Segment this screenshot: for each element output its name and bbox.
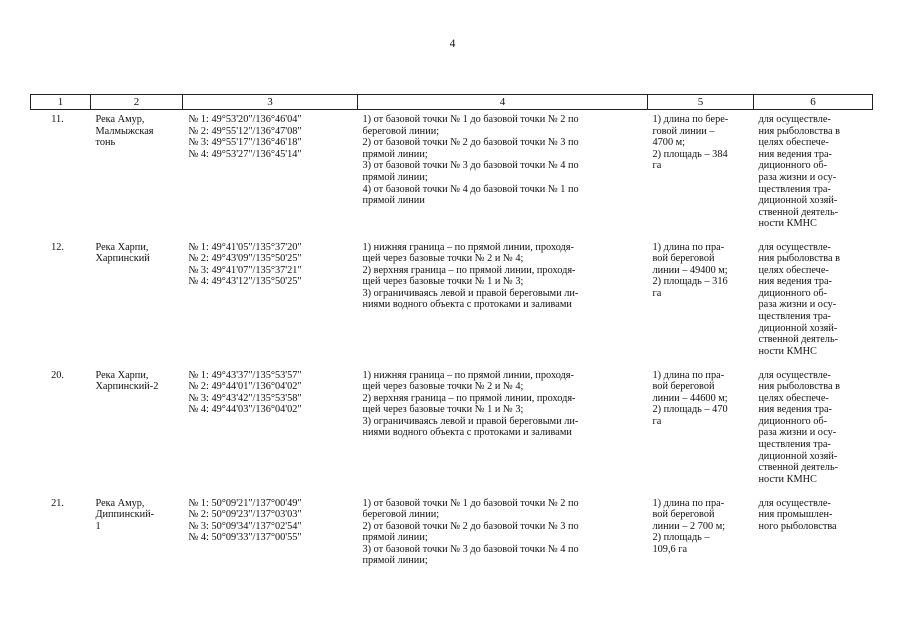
boundary-description-line: 1) от базовой точки № 1 до базовой точки № 2 по xyxy=(362,497,579,509)
table-row xyxy=(31,366,873,494)
base-point-coordinates-cell xyxy=(183,494,358,584)
table-row xyxy=(31,238,873,366)
boundary-description-line: 1) от базовой точки № 1 до базовой точки № 2 по xyxy=(362,114,579,125)
boundary-description-line: 2) от базовой точки № 2 до базовой точки № 3 по xyxy=(362,137,579,149)
usage-purpose-line: раза жизни и осу- xyxy=(758,171,837,183)
usage-purpose-line: ния ведения тра- xyxy=(758,148,832,160)
usage-purpose-line: диционного об- xyxy=(758,415,828,427)
water-body-name-line: Харпинский xyxy=(95,253,150,265)
base-point-coordinates-line: № 4: 50°09'33"/137°00'55" xyxy=(188,532,302,544)
area-size-line: линии – 49400 м; xyxy=(652,264,728,276)
base-point-coordinates-line: № 1: 50°09'21"/137°00'49" xyxy=(188,497,302,509)
area-size-cell xyxy=(648,238,754,366)
base-point-coordinates-cell xyxy=(183,238,358,366)
usage-purpose-line: диционной хозяй- xyxy=(758,195,838,207)
base-point-coordinates-line: № 1: 49°53'20"/136°46'04" xyxy=(188,114,302,125)
usage-purpose-line: диционного об- xyxy=(758,287,828,299)
base-point-coordinates-line: № 3: 49°41'07"/135°37'21" xyxy=(188,264,302,276)
usage-purpose-line: ности КМНС xyxy=(758,473,817,485)
area-size-line: 2) площадь – 384 xyxy=(652,148,728,160)
usage-purpose-line: ния ведения тра- xyxy=(758,276,832,288)
base-point-coordinates-line: № 3: 49°55'17"/136°46'18" xyxy=(188,137,302,149)
boundary-description-line: 2) верхняя граница – по прямой линии, проходя- xyxy=(362,392,576,404)
area-size-cell xyxy=(648,110,754,238)
base-point-coordinates-cell xyxy=(183,110,358,238)
area-size-line: вой береговой xyxy=(652,381,715,393)
row-number-cell: 21. xyxy=(51,497,64,509)
water-body-name-line: Малмыжская xyxy=(95,125,154,137)
base-point-coordinates-cell xyxy=(183,366,358,494)
area-size-line: га xyxy=(652,415,662,427)
usage-purpose-line: ности КМНС xyxy=(758,218,817,230)
usage-purpose-line: ществления тра- xyxy=(758,311,831,323)
water-body-name-line: тонь xyxy=(95,137,116,149)
usage-purpose-line: для осуществле- xyxy=(758,114,831,125)
water-body-name-cell xyxy=(91,238,183,366)
base-point-coordinates-line: № 4: 49°53'27"/136°45'14" xyxy=(188,148,302,160)
area-size-line: га xyxy=(652,160,662,172)
boundary-description-line: щей через базовые точки № 2 и № 4; xyxy=(362,381,524,393)
usage-purpose-cell xyxy=(754,238,873,366)
boundary-description-line: 2) от базовой точки № 2 до базовой точки № 3 по xyxy=(362,520,579,532)
column-header-4: 4 xyxy=(358,95,648,110)
area-size-line: 2) площадь – xyxy=(652,532,710,544)
usage-purpose-cell xyxy=(754,494,873,584)
base-point-coordinates-line: № 2: 50°09'23"/137°03'03" xyxy=(188,509,302,521)
boundary-description-line: 3) ограничиваясь левой и правой береговыми ли- xyxy=(362,287,579,299)
usage-purpose-line: для осуществле- xyxy=(758,241,831,253)
table-body xyxy=(31,110,873,584)
usage-purpose-line: ного рыболовства xyxy=(758,520,837,532)
boundary-description-line: щей через базовые точки № 1 и № 3; xyxy=(362,404,524,416)
boundary-description-line: прямой линии; xyxy=(362,555,428,567)
column-header-5: 5 xyxy=(648,95,754,110)
area-size-line: 2) площадь – 470 xyxy=(652,404,728,416)
boundary-description-line: ниями водного объекта с протоками и заливами xyxy=(362,427,572,439)
base-point-coordinates-line: № 3: 50°09'34"/137°02'54" xyxy=(188,520,302,532)
usage-purpose-line: для осуществле- xyxy=(758,369,831,381)
area-size-cell xyxy=(648,366,754,494)
boundary-description-line: прямой линии xyxy=(362,195,425,207)
boundary-description-line: 4) от базовой точки № 4 до базовой точки № 1 по xyxy=(362,183,579,195)
usage-purpose-line: диционной хозяй- xyxy=(758,450,838,462)
area-size-line: вой береговой xyxy=(652,253,715,265)
header-row xyxy=(31,95,873,110)
boundary-description-line: ниями водного объекта с протоками и заливами xyxy=(362,299,572,311)
usage-purpose-line: ния промышлен- xyxy=(758,509,833,521)
column-header-2: 2 xyxy=(91,95,183,110)
area-size-line: 1) длина по бере- xyxy=(652,114,729,125)
area-size-line: га xyxy=(652,287,662,299)
usage-purpose-line: диционного об- xyxy=(758,160,828,172)
water-body-name-line: Диппинский- xyxy=(95,509,155,521)
area-size-line: 1) длина по пра- xyxy=(652,369,725,381)
water-body-name-cell xyxy=(91,494,183,584)
row-number-cell: 12. xyxy=(51,241,64,253)
base-point-coordinates-line: № 2: 49°55'12"/136°47'08" xyxy=(188,125,302,137)
usage-purpose-line: ществления тра- xyxy=(758,439,831,451)
area-size-line: 4700 м; xyxy=(652,137,686,149)
boundary-description-line: прямой линии; xyxy=(362,171,428,183)
boundary-description-cell xyxy=(358,110,648,238)
area-size-line: линии – 2 700 м; xyxy=(652,520,726,532)
water-body-name-line: 1 xyxy=(95,520,101,532)
boundary-description-line: 2) верхняя граница – по прямой линии, проходя- xyxy=(362,264,576,276)
table-row xyxy=(31,494,873,584)
area-size-line: линии – 44600 м; xyxy=(652,392,728,404)
boundary-description-line: береговой линии; xyxy=(362,125,440,137)
boundary-description-line: 1) нижняя граница – по прямой линии, проходя- xyxy=(362,241,574,253)
usage-purpose-line: целях обеспече- xyxy=(758,264,829,276)
usage-purpose-line: раза жизни и осу- xyxy=(758,299,837,311)
column-header-1: 1 xyxy=(31,95,91,110)
area-size-line: 109,6 га xyxy=(652,543,688,555)
base-point-coordinates-line: № 1: 49°41'05"/135°37'20" xyxy=(188,241,302,253)
water-body-name-line: Река Харпи, xyxy=(95,369,149,381)
boundary-description-line: щей через базовые точки № 1 и № 3; xyxy=(362,276,524,288)
base-point-coordinates-line: № 1: 49°43'37"/135°53'57" xyxy=(188,369,302,381)
water-body-name-line: Река Амур, xyxy=(95,497,145,509)
boundary-description-line: щей через базовые точки № 2 и № 4; xyxy=(362,253,524,265)
boundary-description-line: 1) нижняя граница – по прямой линии, проходя- xyxy=(362,369,574,381)
boundary-description-cell xyxy=(358,494,648,584)
area-size-line: 2) площадь – 316 xyxy=(652,276,728,288)
usage-purpose-line: ственной деятель- xyxy=(758,462,839,474)
usage-purpose-line: диционной хозяй- xyxy=(758,322,838,334)
usage-purpose-line: ния рыболовства в xyxy=(758,381,841,393)
base-point-coordinates-line: № 4: 49°43'12"/135°50'25" xyxy=(188,276,302,288)
base-point-coordinates-line: № 2: 49°43'09"/135°50'25" xyxy=(188,253,302,265)
column-header-6: 6 xyxy=(754,95,873,110)
page-number: 4 xyxy=(449,38,456,50)
usage-purpose-line: ственной деятель- xyxy=(758,206,839,218)
usage-purpose-line: ния рыболовства в xyxy=(758,253,841,265)
fishing-areas-table xyxy=(30,94,873,584)
water-body-name-cell xyxy=(91,366,183,494)
boundary-description-cell xyxy=(358,238,648,366)
usage-purpose-cell xyxy=(754,110,873,238)
usage-purpose-line: ственной деятель- xyxy=(758,334,839,346)
boundary-description-line: 3) от базовой точки № 3 до базовой точки № 4 по xyxy=(362,543,579,555)
table-row xyxy=(31,110,873,238)
usage-purpose-line: ности КМНС xyxy=(758,345,817,357)
boundary-description-line: 3) ограничиваясь левой и правой береговыми ли- xyxy=(362,415,579,427)
usage-purpose-line: ния рыболовства в xyxy=(758,125,841,137)
base-point-coordinates-line: № 2: 49°44'01"/136°04'02" xyxy=(188,381,302,393)
table-header xyxy=(31,95,873,110)
boundary-description-line: прямой линии; xyxy=(362,148,428,160)
usage-purpose-line: ществления тра- xyxy=(758,183,831,195)
area-size-line: вой береговой xyxy=(652,509,715,521)
row-number-cell: 20. xyxy=(51,369,64,381)
boundary-description-line: прямой линии; xyxy=(362,532,428,544)
base-point-coordinates-line: № 3: 49°43'42"/135°53'58" xyxy=(188,392,302,404)
boundary-description-line: 3) от базовой точки № 3 до базовой точки № 4 по xyxy=(362,160,579,172)
water-body-name-line: Река Харпи, xyxy=(95,241,149,253)
usage-purpose-line: целях обеспече- xyxy=(758,392,829,404)
boundary-description-line: береговой линии; xyxy=(362,509,440,521)
usage-purpose-line: раза жизни и осу- xyxy=(758,427,837,439)
row-number-cell: 11. xyxy=(51,114,64,125)
base-point-coordinates-line: № 4: 49°44'03"/136°04'02" xyxy=(188,404,302,416)
water-body-name-cell xyxy=(91,110,183,238)
usage-purpose-line: ния ведения тра- xyxy=(758,404,832,416)
usage-purpose-line: для осуществле- xyxy=(758,497,831,509)
area-size-cell xyxy=(648,494,754,584)
area-size-line: говой линии – xyxy=(652,125,715,137)
boundary-description-cell xyxy=(358,366,648,494)
column-header-3: 3 xyxy=(183,95,358,110)
usage-purpose-cell xyxy=(754,366,873,494)
area-size-line: 1) длина по пра- xyxy=(652,497,725,509)
water-body-name-line: Река Амур, xyxy=(95,114,145,125)
water-body-name-line: Харпинский-2 xyxy=(95,381,159,393)
area-size-line: 1) длина по пра- xyxy=(652,241,725,253)
usage-purpose-line: целях обеспече- xyxy=(758,137,829,149)
